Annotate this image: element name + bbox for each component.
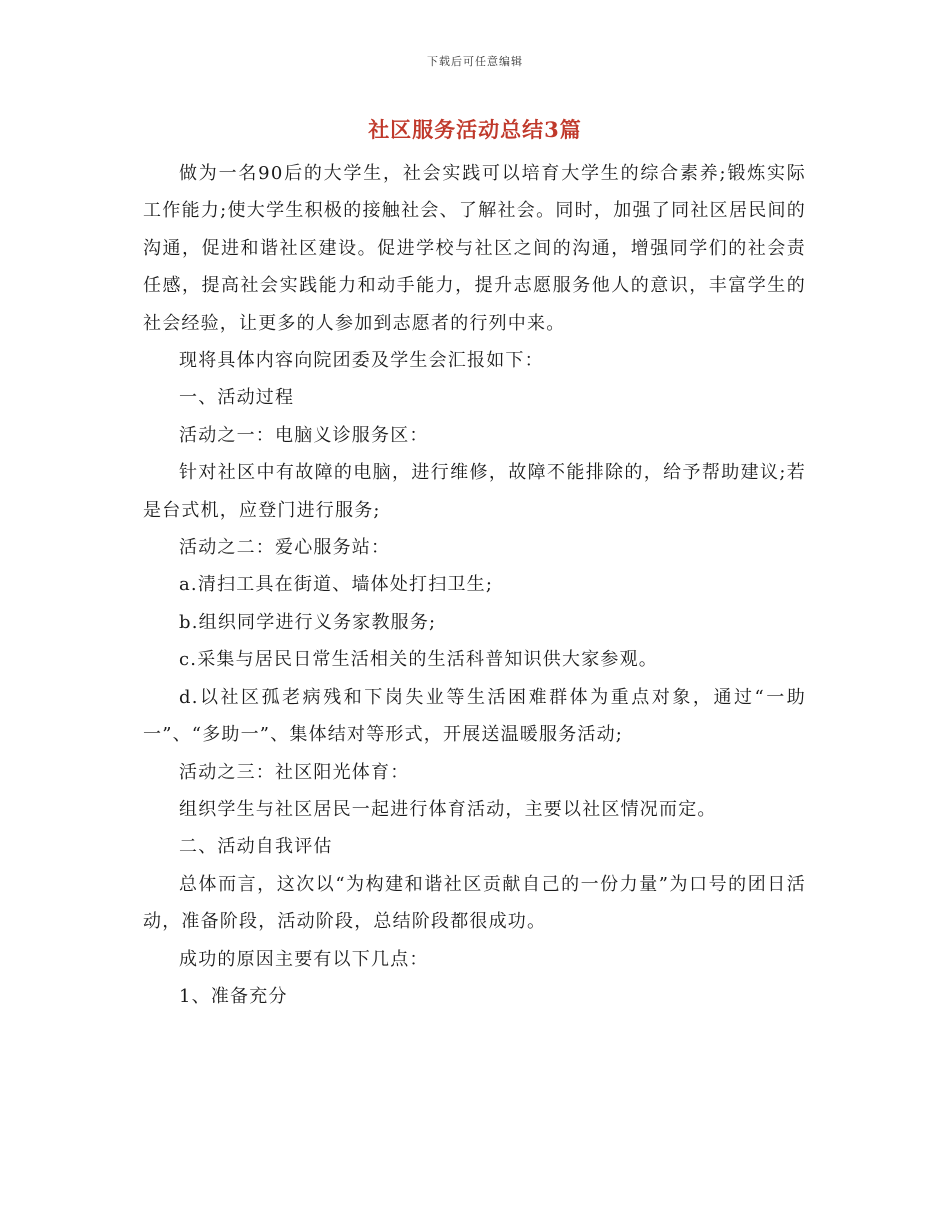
section-heading-process: 一、活动过程 [179, 387, 295, 409]
intro-paragraph: 做为一名90后的大学生，社会实践可以培育大学生的综合素养;锻炼实际工作能力;使大学生积极的接触社会、了解社会。同时，加强了同社区居民间的沟通，促进和谐社区建设。促进学校与社区之间的沟通，增强同学们的社会责任感，提高社会实践能力和动手能力，提升志愿服务他人的意识，丰富学生的社会经验，让更多的人参加到志愿者的行列中来。 [143, 163, 806, 334]
reason-one-heading: 1、准备充分 [179, 985, 288, 1007]
success-reasons-paragraph: 成功的原因主要有以下几点： [179, 948, 429, 970]
activity-three-paragraph: 组织学生与社区居民一起进行体育活动，主要以社区情况而定。 [179, 798, 717, 820]
document-title: 社区服务活动总结3篇 [368, 117, 582, 142]
activity-two-item-a: a.清扫工具在街道、墙体处打扫卫生; [179, 574, 494, 596]
activity-two-item-b: b.组织同学进行义务家教服务; [179, 611, 437, 633]
activity-two-item-c: c.采集与居民日常生活相关的生活科普知识供大家参观。 [179, 649, 659, 671]
report-intro-paragraph: 现将具体内容向院团委及学生会汇报如下： [179, 350, 544, 372]
page-header-note: 下载后可任意编辑 [427, 55, 523, 68]
activity-one-paragraph: 针对社区中有故障的电脑，进行维修，故障不能排除的，给予帮助建议;若是台式机，应登门进行服务; [143, 462, 806, 521]
activity-two-item-d: d.以社区孤老病残和下岗失业等生活困难群体为重点对象，通过“一助一”、“多助一”、集体结对等形式，开展送温暖服务活动; [143, 686, 806, 746]
evaluation-paragraph: 总体而言，这次以“为构建和谐社区贡献自己的一份力量”为口号的团日活动，准备阶段，活动阶段，总结阶段都很成功。 [143, 873, 806, 933]
activity-three-heading: 活动之三：社区阳光体育： [179, 761, 410, 783]
activity-one-heading: 活动之一：电脑义诊服务区： [179, 424, 429, 446]
document-body [143, 155, 806, 1015]
section-heading-evaluation: 二、活动自我评估 [179, 836, 333, 858]
activity-two-heading: 活动之二：爱心服务站： [179, 537, 391, 559]
